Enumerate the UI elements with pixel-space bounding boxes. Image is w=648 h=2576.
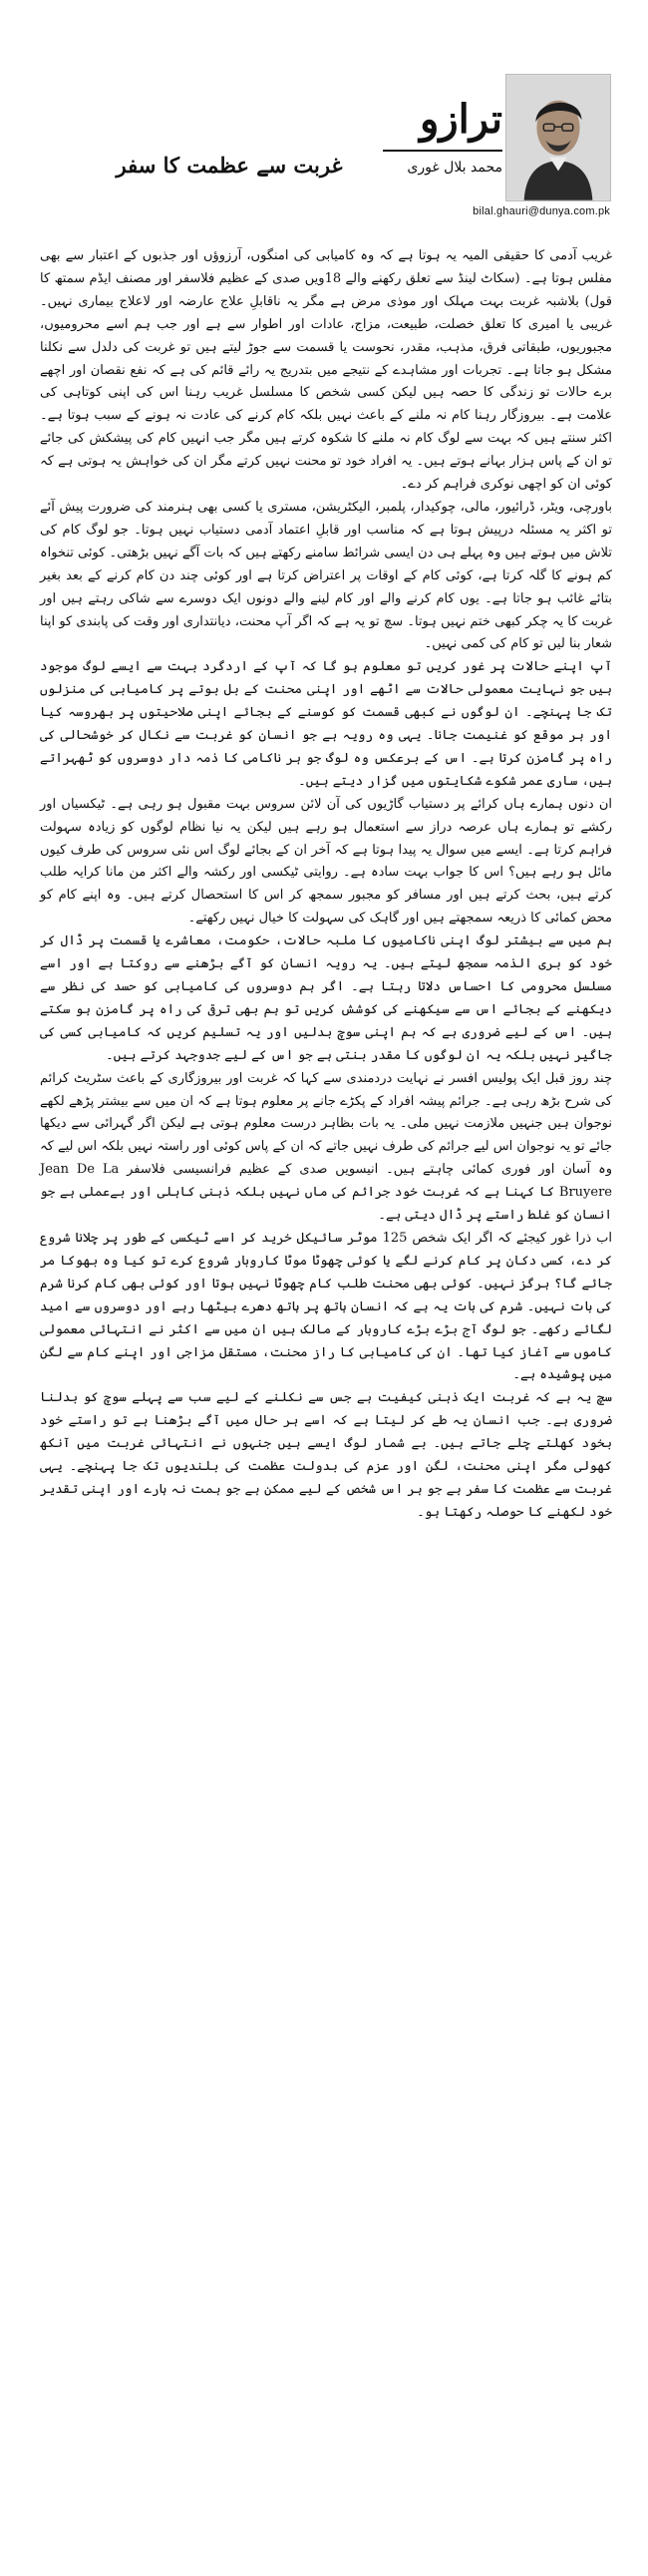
article-headline: غربت سے عظمت کا سفر bbox=[116, 153, 343, 178]
author-portrait-icon bbox=[506, 75, 610, 200]
column-masthead bbox=[353, 96, 502, 178]
article-paragraph: باورچی، ویٹر، ڈرائیور، مالی، چوکیدار، پلمبر، الیکٹریشن، مستری یا کسی بھی ہنرمند کی ضرورت پیش آئے تو اکثر یہ مسئلہ درپیش ہوتا ہے کہ مناسب اور قابلِ اعتماد آدمی دستیاب نہیں ہوتا۔ جو لوگ کام کی تلاش میں ہوتے ہیں وہ پہلے ہی دن ایسی شرائط سامنے رکھتے ہیں کہ بات آگے نہیں بڑھتی۔ کوئی تنخواہ کم ہونے کا گلہ کرتا ہے، کوئی کام کے اوقات پر اعتراض کرتا ہے اور کوئی چند دن کام کرنے کے بعد بغیر بتائے غائب ہو جاتا ہے۔ یوں کام کرنے والے اور کام لینے والے دونوں ایک دوسرے سے شاکی رہتے ہیں اور غربت کا یہ چکر کبھی ختم نہیں ہوتا۔ سچ تو یہ ہے کہ اگر آپ محنت، دیانتداری اور وقت کی پابندی کو اپنا شعار بنا لیں تو کام کی کمی نہیں۔ bbox=[40, 499, 612, 652]
article-paragraph: غریب آدمی کا حقیقی المیہ یہ ہوتا ہے کہ وہ کامیابی کی امنگوں، آرزوؤں اور جذبوں کے اعتبار سے بھی مفلس ہوتا ہے۔ (سکاٹ لینڈ سے تعلق رکھنے والے 18ویں صدی کے عظیم فلاسفر اور مصنف ایڈم سمتھ کا قول) بلاشبہ غربت بہت مہلک اور موذی مرض ہے مگر یہ ناقابلِ علاج عارضہ اور لاعلاج بیماری نہیں۔ غریبی یا امیری کا تعلق خصلت، طبیعت، مزاج، عادات اور اطوار سے ہے اور جب ہم اسے محرومیوں، مجبوریوں، طبقاتی فرق، مذہب، مقدر، نحوست یا قسمت سے جوڑ لیتے ہیں تو غربت کی دلدل سے نکلنا مشکل ہو جاتا ہے۔ تجربات اور مشاہدے کے نتیجے میں بتدریج یہ رائے قائم کی ہے کہ نفع نقصان اور اچھے برے حالات تو زندگی کا حصہ ہیں لیکن کسی شخص کا مسلسل غریب رہنا اس کی اپنی کوتاہی کی علامت ہے۔ بیروزگار رہنا کام نہ ملنے کے باعث نہیں بلکہ کام کرنے کی عادت نہ ہونے کے سبب ہوتا ہے۔ اکثر سنتے ہیں کہ بہت سے لوگ کام نہ ملنے کا شکوہ کرتے ہیں مگر جب انہیں کام کی پیشکش کی جائے تو ان کے پاس ہزار بہانے ہوتے ہیں۔ یہ افراد خود تو محنت نہیں کرتے مگر ان کی خواہش یہ ہوتی ہے کہ کوئی ان کو اچھی نوکری فراہم کر دے۔ bbox=[40, 248, 613, 493]
article-paragraph: ہم میں سے بیشتر لوگ اپنی ناکامیوں کا ملبہ حالات، حکومت، معاشرے یا قسمت پر ڈال کر خود کو بری الذمہ سمجھ لیتے ہیں۔ یہ رویہ انسان کو آگے بڑھنے سے روکتا ہے اور اسے مسلسل محرومی کا احساس دلاتا رہتا ہے۔ اگر ہم دوسروں کی کامیابی کو حسد کی نظر سے دیکھنے کے بجائے اس سے سیکھنے کی کوشش کریں تو ہم بھی ترقی کی راہ پر گامزن ہو سکتے ہیں۔ اس کے لیے ضروری ہے کہ ہم اپنی سوچ بدلیں اور یہ تسلیم کریں کہ کامیابی کسی کی جاگیر نہیں بلکہ یہ ان لوگوں کا مقدر بنتی ہے جو اس کے لیے جدوجہد کرتے ہیں۔ bbox=[40, 933, 612, 1063]
article-paragraph: ان دنوں ہمارے ہاں کرائے پر دستیاب گاڑیوں کی آن لائن سروس بہت مقبول ہو رہی ہے۔ ٹیکسیاں اور رکشے تو ہمارے ہاں عرصہ دراز سے استعمال ہو رہے ہیں لیکن یہ نیا نظام لوگوں کو زیادہ سہولت فراہم کرتا ہے۔ ایسے میں سوال یہ پیدا ہوتا ہے کہ آخر ان کے بجائے لوگ اس نئی سروس کی طرف کیوں مائل ہو رہے ہیں؟ اس کا جواب بہت سادہ ہے۔ روایتی ٹیکسی اور رکشہ والے اکثر من مانا کرایہ طلب کرتے ہیں، بحث کرتے ہیں اور مسافر کو مجبور سمجھ کر اس کا استحصال کرتے ہیں۔ وہ اپنے کام کو محض کمائی کا ذریعہ سمجھتے ہیں اور گاہک کی سہولت کا خیال نہیں رکھتے۔ bbox=[40, 796, 612, 926]
article-paragraph: چند روز قبل ایک پولیس افسر نے نہایت دردمندی سے کہا کہ غربت اور بیروزگاری کے باعث سٹریٹ کرائم کی شرح بڑھ رہی ہے۔ جرائم پیشہ افراد کے پکڑے جانے پر معلوم ہوتا ہے کہ ان میں سے بیشتر پڑھے لکھے نوجوان ہیں جنہیں ملازمت نہیں ملی۔ یہ بات بظاہر درست معلوم ہوتی ہے لیکن اگر گہرائی سے دیکھا جائے تو یہ نوجوان اس لیے جرائم کی طرف نہیں جاتے کہ ان کے پاس کوئی اور راستہ نہیں بلکہ اس لیے کہ وہ آسان اور فوری کمائی چاہتے ہیں۔ انیسویں صدی کے عظیم فرانسیسی فلاسفر Jean De La Bruyere کا کہنا ہے کہ غربت خود جرائم کی ماں نہیں بلکہ ذہنی کاہلی اور بےعملی ہے جو انسان کو غلط راستے پر ڈال دیتی ہے۔ bbox=[40, 1070, 612, 1224]
author-name: محمد بلال غوری bbox=[407, 160, 502, 176]
masthead-divider bbox=[383, 150, 502, 152]
author-photo bbox=[505, 74, 611, 201]
column-title: ترازو bbox=[420, 96, 502, 143]
author-email: bilal.ghauri@dunya.com.pk bbox=[473, 205, 610, 217]
article-paragraph: آپ اپنے حالات پر غور کریں تو معلوم ہو گا کہ آپ کے اردگرد بہت سے ایسے لوگ موجود ہیں جو نہایت معمولی حالات سے اٹھے اور اپنی محنت کے بل بوتے پر کامیابی کی منزلوں تک جا پہنچے۔ ان لوگوں نے کبھی قسمت کو کوسنے کے بجائے اپنی صلاحیتوں پر بھروسہ کیا اور ہر موقع کو غنیمت جانا۔ یہی وہ رویہ ہے جو انسان کو غربت سے نکال کر خوشحالی کی راہ پر گامزن کرتا ہے۔ اس کے برعکس وہ لوگ جو ہر ناکامی کا ذمہ دار دوسروں کو ٹھہراتے ہیں، ساری عمر شکوے شکایتوں میں گزار دیتے ہیں۔ bbox=[40, 659, 612, 789]
article-paragraph: سچ یہ ہے کہ غربت ایک ذہنی کیفیت ہے جس سے نکلنے کے لیے سب سے پہلے سوچ کو بدلنا ضروری ہے۔ جب انسان یہ طے کر لیتا ہے کہ اسے ہر حال میں آگے بڑھنا ہے تو راستے خود بخود کھلتے چلے جاتے ہیں۔ بے شمار لوگ ایسے ہیں جنہوں نے انتہائی غربت میں آنکھ کھولی مگر اپنی محنت، لگن اور عزم کی بدولت عظمت کی بلندیوں تک جا پہنچے۔ یہی غربت سے عظمت کا سفر ہے جو ہر اس شخص کے لیے ممکن ہے جو ہمت نہ ہارے اور اپنی تقدیر خود لکھنے کا حوصلہ رکھتا ہو۔ bbox=[40, 1390, 612, 1520]
article-paragraph: اب ذرا غور کیجئے کہ اگر ایک شخص 125 موٹر سائیکل خرید کر اسے ٹیکسی کے طور پر چلانا شروع کر دے، کسی دکان پر کام کرنے لگے یا کوئی چھوٹا موٹا کاروبار شروع کرے تو کیا وہ بھوکا مر جائے گا؟ ہرگز نہیں۔ کوئی بھی محنت طلب کام چھوٹا نہیں ہوتا اور کوئی بھی کام کرنا شرم کی بات نہیں۔ شرم کی بات یہ ہے کہ انسان ہاتھ پر ہاتھ دھرے بیٹھا رہے اور دوسروں سے امید لگائے رکھے۔ جو لوگ آج بڑے بڑے کاروبار کے مالک ہیں ان میں سے اکثر نے انتہائی معمولی کاموں سے آغاز کیا تھا۔ ان کی کامیابی کا راز محنت، مستقل مزاجی اور اپنے کام سے لگن میں پوشیدہ ہے۔ bbox=[40, 1230, 612, 1383]
article-body bbox=[40, 245, 612, 1525]
